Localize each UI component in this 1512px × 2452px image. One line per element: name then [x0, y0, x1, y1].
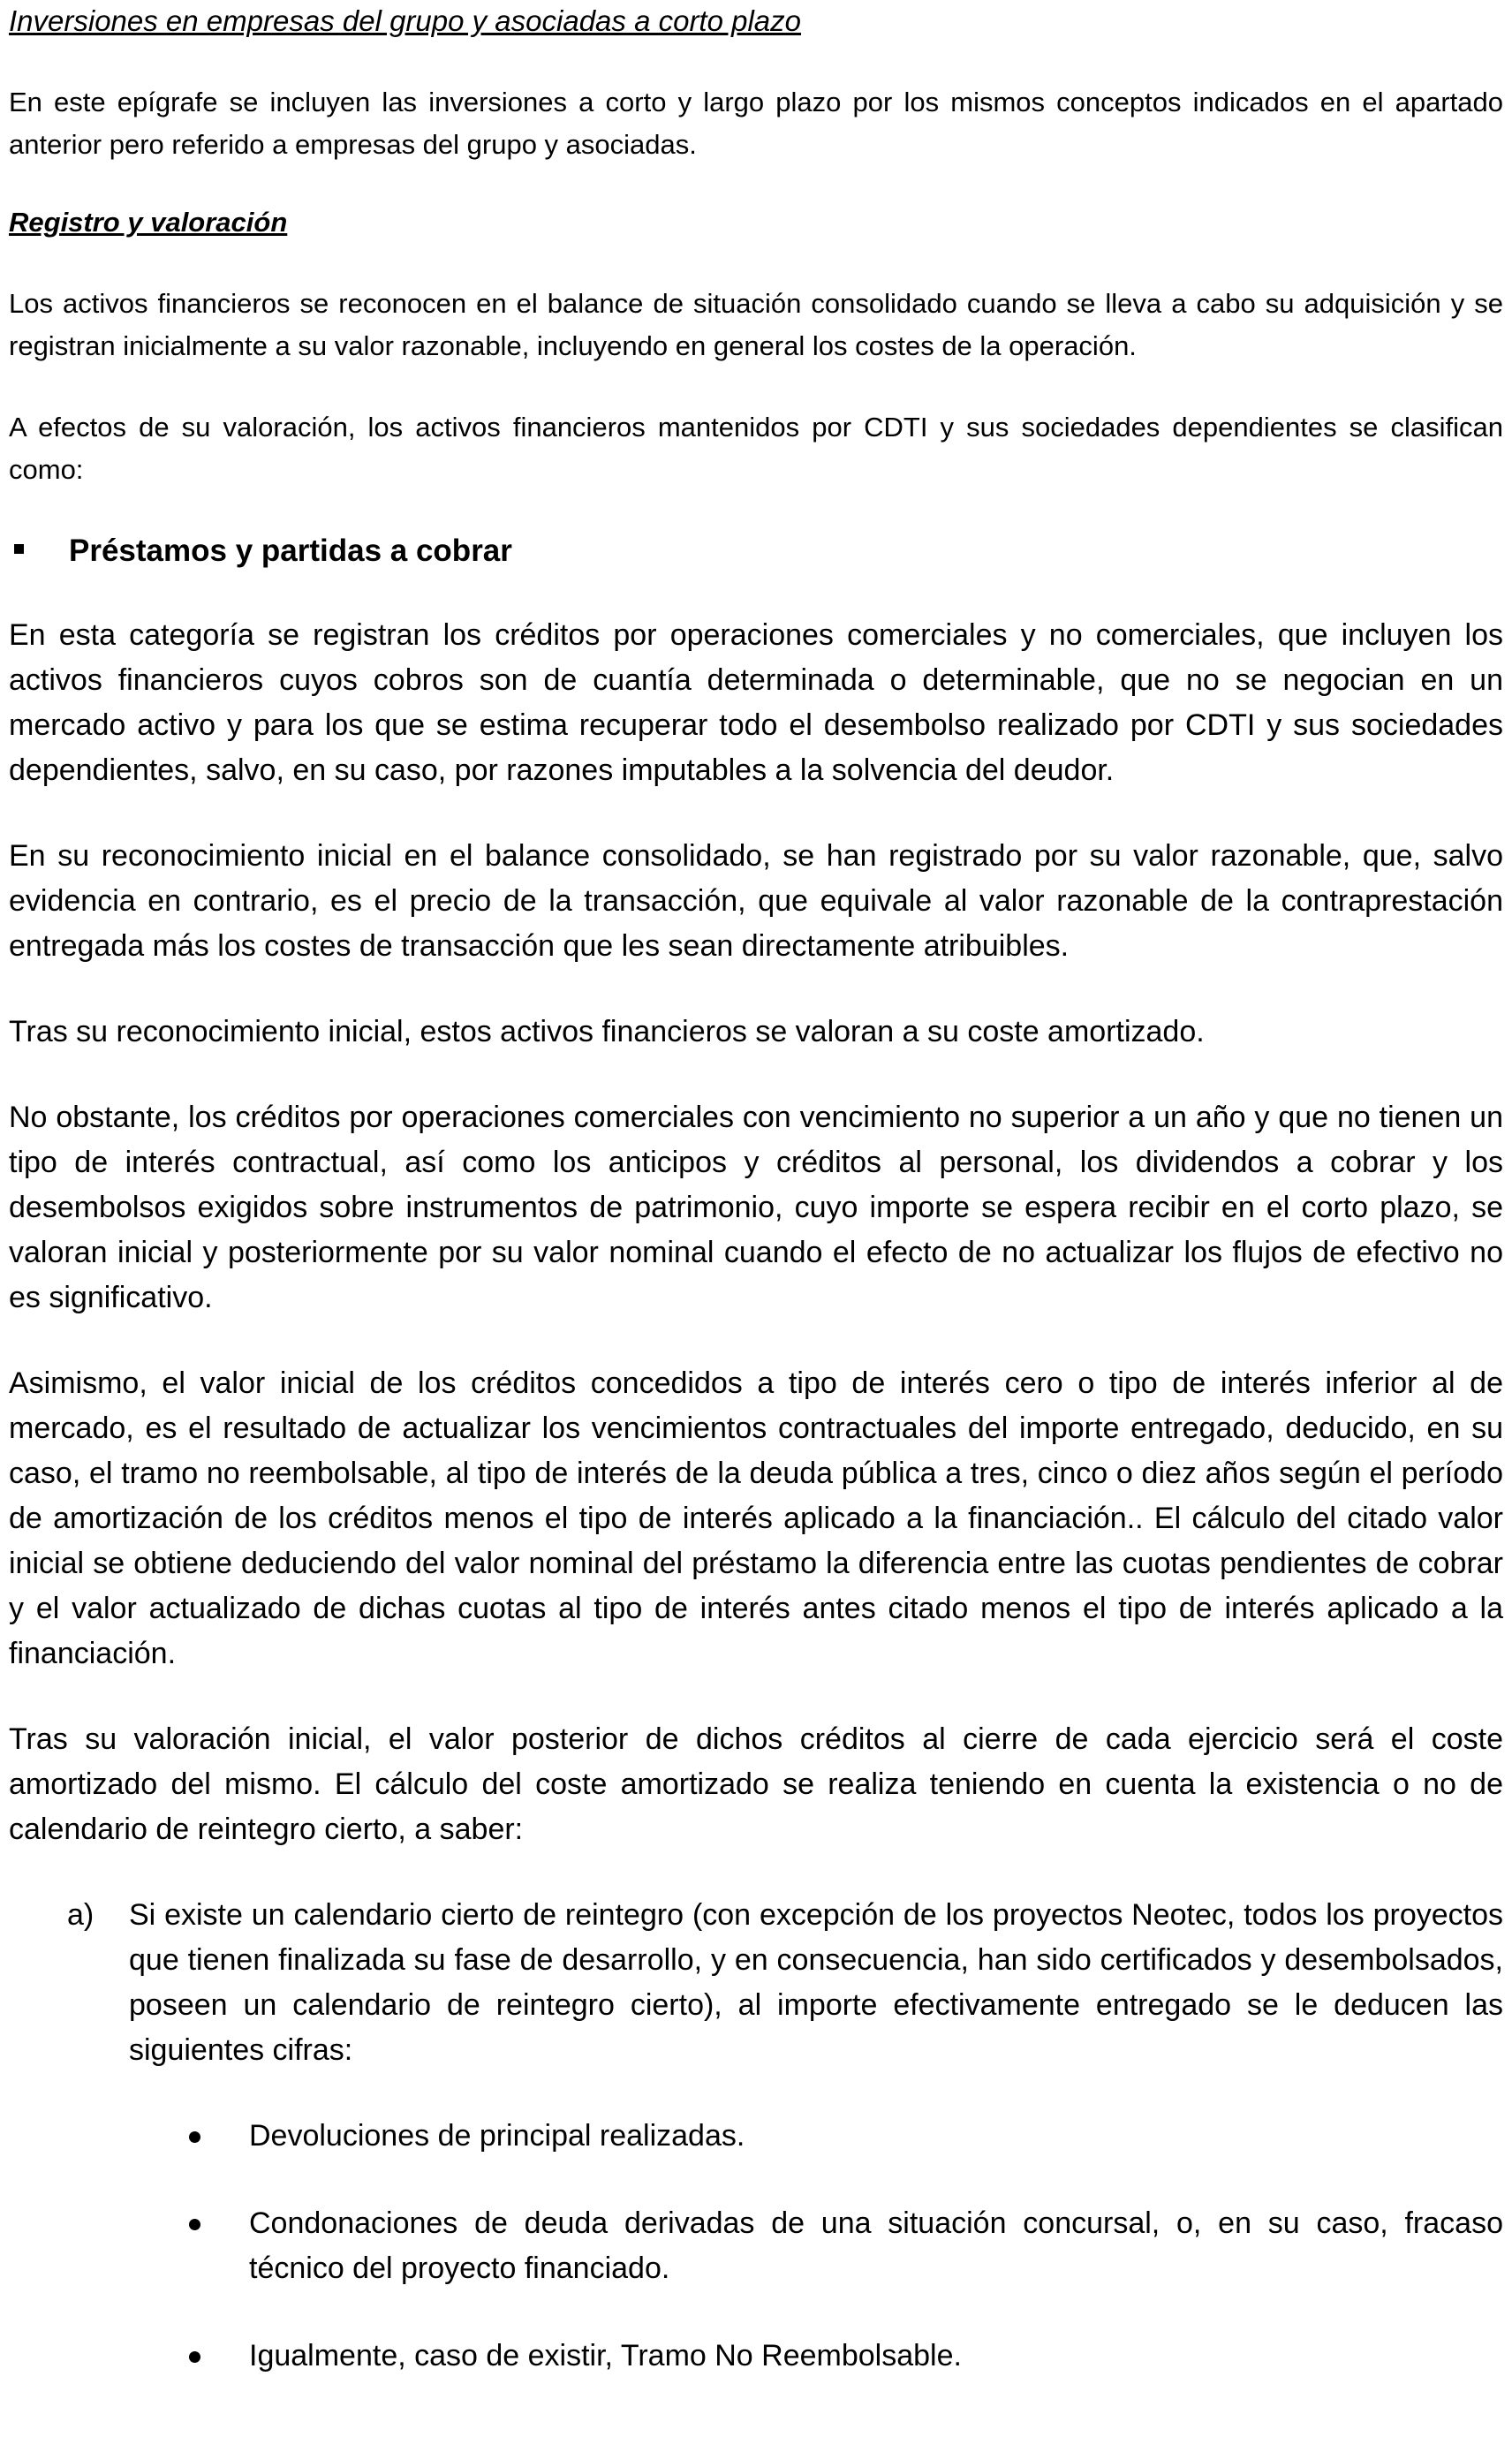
deduction-text: Igualmente, caso de existir, Tramo No Reembolsable. [249, 2339, 962, 2373]
bullet-heading-label: Préstamos y partidas a cobrar [69, 534, 512, 568]
intro-paragraph: En este epígrafe se incluyen las inversiones a corto y largo plazo por los mismos conceptos indicados en el apartado anterior pero referido a empresas del grupo y asociadas. [9, 87, 1503, 160]
subsection-title: Registro y valoración [9, 207, 288, 238]
deduction-item [9, 2334, 1503, 2379]
paragraph-initial-recognition: En su reconocimiento inicial en el balance consolidado, se han registrado por su valor razonable, que, salvo evidencia en contrario, es el precio de la transacción, que equivale al valor razonable de la contraprestación entregada más los costes de transacción que les sean directamente atribuibles. [9, 839, 1503, 963]
paragraph-initial-value: Asimismo, el valor inicial de los créditos concedidos a tipo de interés cero o tipo de interés inferior al de mercado, es el resultado de actualizar los vencimientos contractuales del importe entregado, deducido, en su caso, el tramo no reembolsable, al tipo de interés de la deuda pública a tres, cinco o diez años según el período de amortización de los créditos menos el tipo de interés aplicado a la financiación.. El cálculo del citado valor inicial se obtiene deduciendo del valor nominal del préstamo la diferencia entre las cuotas pendientes de cobrar y el valor actualizado de dichas cuotas al tipo de interés antes citado menos el tipo de interés aplicado a la financiación. [9, 1366, 1503, 1670]
paragraph-amortized-cost: Tras su reconocimiento inicial, estos activos financieros se valoran a su coste amortizado. [9, 1015, 1205, 1048]
list-item-a [9, 1893, 1503, 2073]
deduction-item [9, 2114, 1503, 2159]
section-title: Inversiones en empresas del grupo y asociadas a corto plazo [9, 4, 802, 37]
paragraph-subsequent-valuation: Tras su valoración inicial, el valor posterior de dichos créditos al cierre de cada ejercicio será el coste amortizado del mismo. El cálculo del coste amortizado se realiza teniendo en cuenta la existencia o no de calendario de reintegro cierto, a saber: [9, 1722, 1503, 1846]
deductions-list [9, 2114, 1503, 2379]
paragraph-recognition: Los activos financieros se reconocen en el balance de situación consolidado cuando se lleva a cabo su adquisición y se registran inicialmente a su valor razonable, incluyendo en general los costes de la operación. [9, 288, 1503, 361]
square-bullet-icon [14, 544, 24, 554]
deduction-text: Condonaciones de deuda derivadas de una situación concursal, o, en su caso, fracaso técnico del proyecto financiado. [249, 2206, 1503, 2285]
deduction-item [9, 2201, 1503, 2291]
paragraph-category: En esta categoría se registran los créditos por operaciones comerciales y no comerciales, que incluyen los activos financieros cuyos cobros son de cuantía determinada o determinable, que no se negocian en un mercado activo y para los que se estima recuperar todo el desembolso realizado por CDTI y sus sociedades dependientes, salvo, en su caso, por razones imputables a la solvencia del deudor. [9, 618, 1503, 787]
document-page [9, 0, 1503, 2379]
bullet-heading [9, 528, 1503, 574]
deduction-text: Devoluciones de principal realizadas. [249, 2119, 745, 2153]
list-item-text: Si existe un calendario cierto de reintegro (con excepción de los proyectos Neotec, todos los proyectos que tienen finalizada su fase de desarrollo, y en consecuencia, han sido certificados y desembolsados, poseen un calendario de reintegro cierto), al importe efectivamente entregado se le deducen las siguientes cifras: [129, 1898, 1503, 2067]
list-marker: a) [67, 1898, 94, 1932]
paragraph-classification: A efectos de su valoración, los activos financieros mantenidos por CDTI y sus sociedades dependientes se clasifican como: [9, 412, 1503, 485]
paragraph-nominal-value: No obstante, los créditos por operaciones comerciales con vencimiento no superior a un año y que no tienen un tipo de interés contractual, así como los anticipos y créditos al personal, los dividendos a cobrar y los desembolsos exigidos sobre instrumentos de patrimonio, cuyo importe se espera recibir en el corto plazo, se valoran inicial y posteriormente por su valor nominal cuando el efecto de no actualizar los flujos de efectivo no es significativo. [9, 1101, 1503, 1314]
